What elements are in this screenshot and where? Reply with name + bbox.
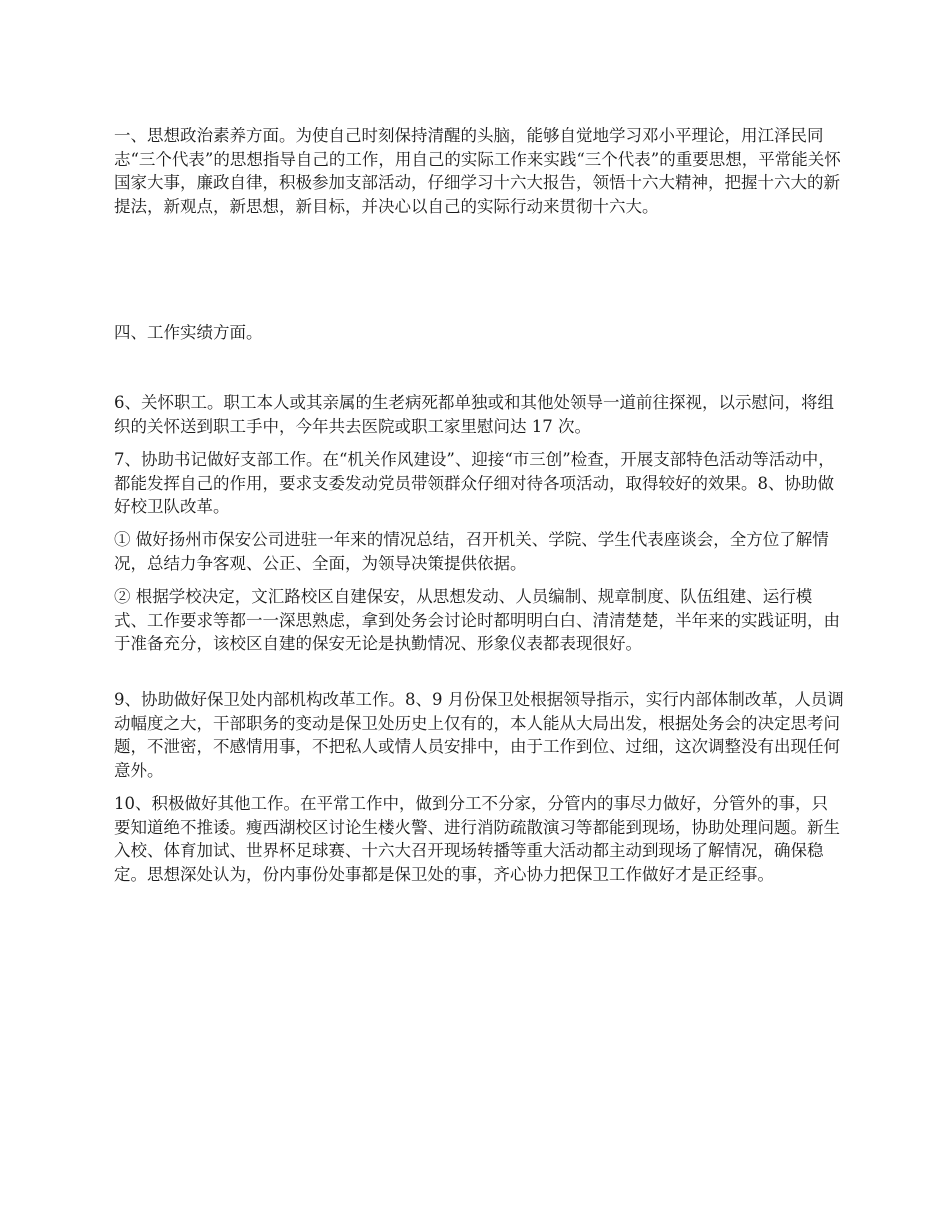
paragraph-party-branch: 7、协助书记做好支部工作。在“机关作风建设”、迎接“市三创”检查，开展支部特色活动等活动中，都能发挥自己的作用，要求支委发动党员带领群众仔细对待各项活动，取得较好的效果。8、协助做好校卫队改革。 [114, 450, 835, 516]
paragraph-internal-reform: 9、协助做好保卫处内部机构改革工作。8、9 月份保卫处根据领导指示，实行内部体制改革，人员调动幅度之大，干部职务的变动是保卫处历史上仅有的，本人能从大局出发，根据处务会的决定思考问题，不泄密，不感情用事，不把私人或情人员安排中，由于工作到位、过细，这次调整没有出现任何意外。 [114, 690, 844, 780]
heading-work-achievements: 四、工作实绩方面。 [114, 323, 263, 342]
paragraph-security-summary: ① 做好扬州市保安公司进驻一年来的情况总结，召开机关、学院、学生代表座谈会，全方位了解情况，总结力争客观、公正、全面，为领导决策提供依据。 [114, 530, 829, 573]
paragraph-staff-care: 6、关怀职工。职工本人或其亲属的生老病死都单独或和其他处领导一道前往探视，以示慰问，将组织的关怀送到职工手中，今年共去医院或职工家里慰问达 17 次。 [114, 393, 834, 436]
paragraph-other-work: 10、积极做好其他工作。在平常工作中，做到分工不分家，分管内的事尽力做好，分管外的事，只要知道绝不推诿。瘦西湖校区讨论生楼火警、进行消防疏散演习等都能到现场，协助处理问题。新生入校、体育加试、世界杯足球赛、十六大召开现场转播等重大活动都主动到现场了解情况，确保稳定。思想深处认为，份内事份处事都是保卫处的事，齐心协力把保卫工作做好才是正经事。 [114, 794, 840, 884]
paragraph-political-quality: 一、思想政治素养方面。为使自己时刻保持清醒的头脑，能够自觉地学习邓小平理论，用江泽民同志“三个代表”的思想指导自己的工作，用自己的实际工作来实践“三个代表”的重要思想，平常能关怀国家大事，廉政自律，积极参加支部活动，仔细学习十六大报告，领悟十六大精神，把握十六大的新提法，新观点，新思想，新目标，并决心以自己的实际行动来贯彻十六大。 [114, 126, 841, 216]
paragraph-campus-security: ② 根据学校决定，文汇路校区自建保安，从思想发动、人员编制、规章制度、队伍组建、运行模式、工作要求等都一一深思熟虑，拿到处务会讨论时都明明白白、清清楚楚，半年来的实践证明，由于准备充分，该校区自建的保安无论是执勤情况、形象仪表都表现很好。 [114, 587, 840, 653]
